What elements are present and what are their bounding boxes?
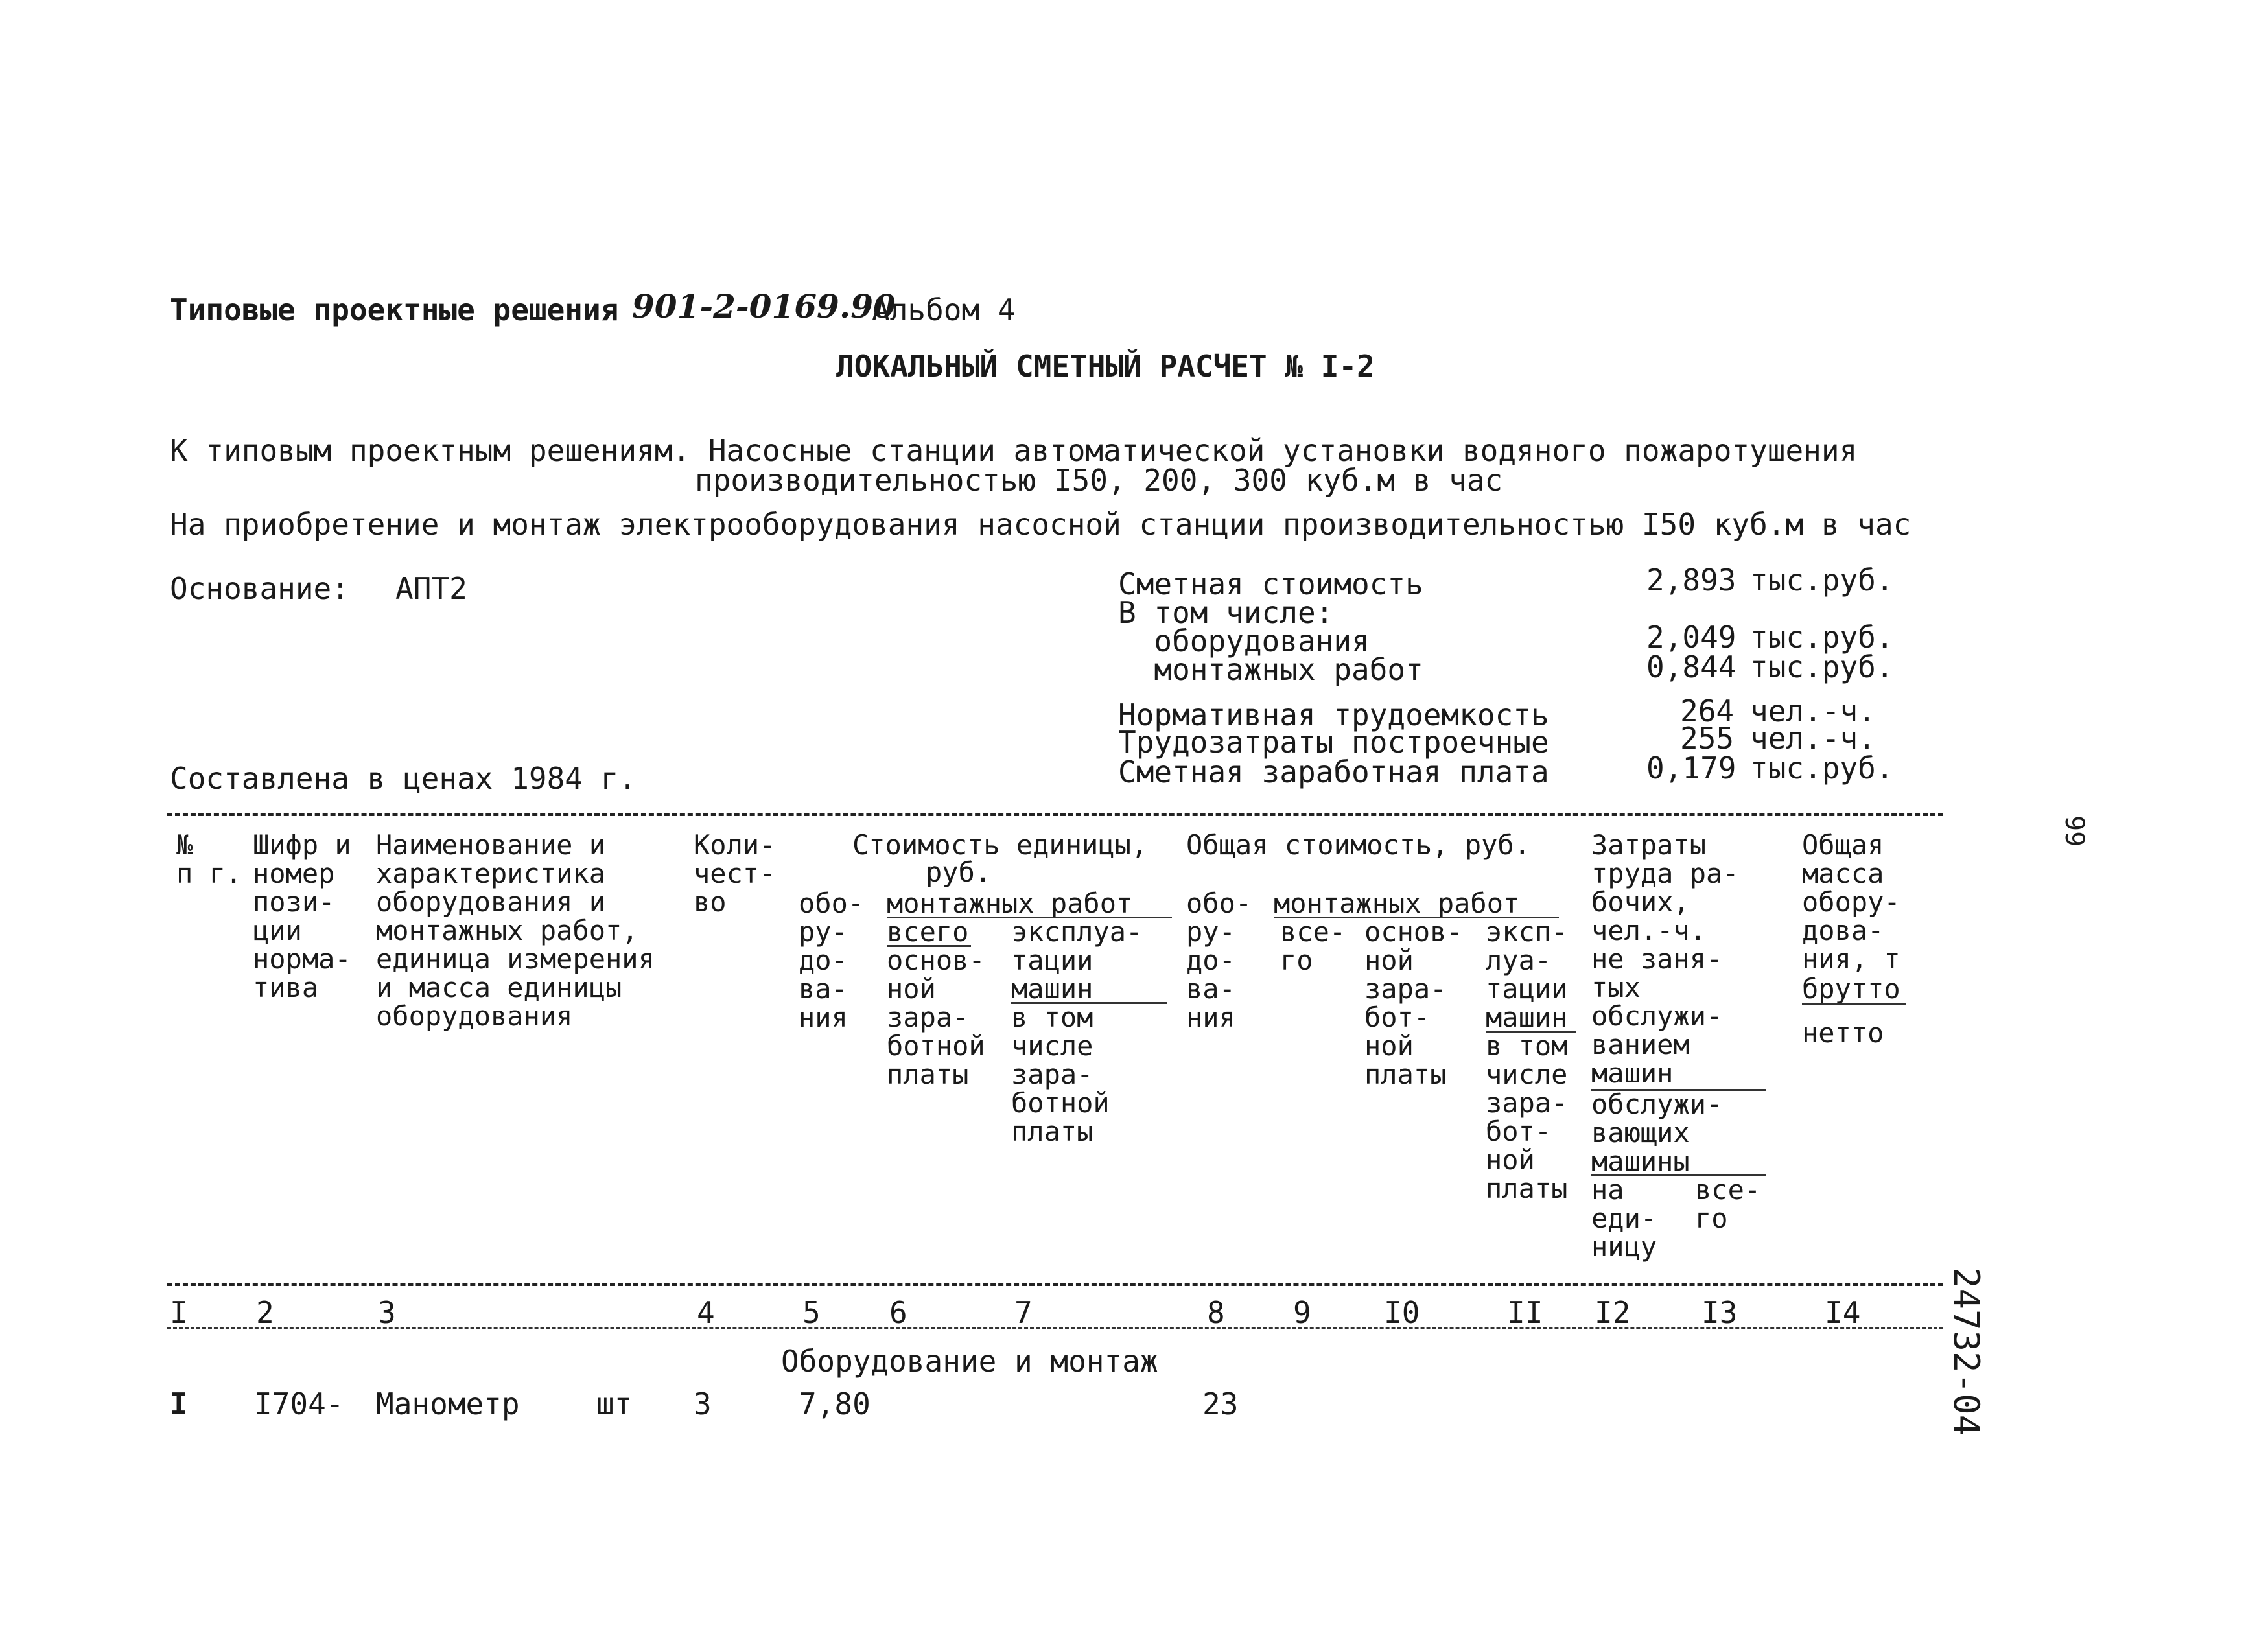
header-qty: Коли- чест- во xyxy=(694,829,776,918)
basis-label: Основание: xyxy=(170,571,349,606)
summary-unit: чел.-ч. xyxy=(1750,694,1876,729)
subject-line-2: производительностью I50, 200, 300 куб.м в час xyxy=(695,463,1503,498)
row-equip-unit-cost: 7,80 xyxy=(799,1386,871,1421)
section-title: Оборудование и монтаж xyxy=(781,1344,1158,1379)
summary-label: Сметная заработная плата xyxy=(1118,754,1549,789)
header-unit-12: на еди- ницу xyxy=(1591,1174,1657,1263)
summary-value: 255 xyxy=(1680,721,1735,756)
header-mass: Общая масса обору- дова- ния, т xyxy=(1802,829,1900,975)
header-net: нетто xyxy=(1802,1017,1884,1049)
summary-unit: тыс.руб. xyxy=(1750,751,1894,786)
column-number: I3 xyxy=(1701,1295,1738,1330)
table-top-rule xyxy=(167,813,1943,816)
summary-value: 0,844 xyxy=(1646,649,1736,684)
header-equip-8: обо- ру- до- ва- ния xyxy=(1186,887,1252,1033)
row-equip-total-cost: 23 xyxy=(1202,1386,1239,1421)
header-bottom-rule xyxy=(167,1283,1943,1286)
summary-unit: тыс.руб. xyxy=(1750,649,1894,684)
column-number: I xyxy=(170,1295,188,1330)
row-code: I704- xyxy=(254,1386,344,1421)
header-expl-11: эксп- луа- тации машин xyxy=(1486,916,1568,1033)
header-expl-7: эксплуа- тации машин xyxy=(1011,916,1143,1005)
row-unit: шт xyxy=(596,1386,633,1421)
summary-label: Нормативная трудоемкость xyxy=(1118,697,1549,732)
column-numbers-rule xyxy=(167,1327,1943,1329)
compiled-prices: Составлена в ценах 1984 г. xyxy=(170,761,637,796)
summary-value: 2,893 xyxy=(1646,563,1736,598)
column-number: I4 xyxy=(1825,1295,1861,1330)
summary-unit: чел.-ч. xyxy=(1750,721,1876,756)
column-number: I0 xyxy=(1384,1295,1420,1330)
header-name: Наименование и характеристика оборудования и монтажных работ, единица измерения и масса единицы оборудования xyxy=(376,829,655,1032)
subject-line-1: К типовым проектным решениям. Насосные станции автоматической установки водяного пожаротушения xyxy=(170,433,1858,468)
summary-unit: тыс.руб. xyxy=(1750,620,1894,655)
column-number: 7 xyxy=(1014,1295,1033,1330)
row-num: I xyxy=(170,1386,188,1421)
column-number: 9 xyxy=(1293,1295,1311,1330)
summary-value: 0,179 xyxy=(1646,751,1736,786)
header-basic-6: основ- ной зара- ботной платы xyxy=(887,944,985,1090)
underline xyxy=(1802,1003,1906,1005)
header-all-13: все- го xyxy=(1695,1174,1761,1234)
header-rub: руб. xyxy=(926,856,992,888)
header-mont-works-2: монтажных работ xyxy=(1274,887,1520,919)
header-total-9: все- го xyxy=(1280,916,1346,976)
column-number: 5 xyxy=(802,1295,821,1330)
summary-label: Трудозатраты построечные xyxy=(1118,725,1549,760)
subject-line-3: На приобретение и монтаж электрооборудования насосной станции производительностью I50 куб.м в час xyxy=(170,507,1911,542)
summary-value: 264 xyxy=(1680,694,1735,729)
column-number: 8 xyxy=(1207,1295,1225,1330)
header-unit-cost: Стоимость единицы, xyxy=(852,829,1148,861)
document-title: ЛОКАЛЬНЫЙ СМЕТНЫЙ РАСЧЕТ № I-2 xyxy=(836,349,1375,384)
summary-label: оборудования xyxy=(1118,624,1370,659)
column-number: II xyxy=(1507,1295,1543,1330)
inventory-number: 24732-04 xyxy=(1946,1267,1987,1436)
album-label: Альбом 4 xyxy=(872,292,1016,327)
column-number: I2 xyxy=(1595,1295,1631,1330)
page-number: 99 xyxy=(2059,815,2089,847)
header-basic-10: основ- ной зара- бот- ной платы xyxy=(1364,916,1463,1090)
header-serv: обслужи- вающих машины xyxy=(1591,1088,1723,1177)
column-number: 6 xyxy=(889,1295,907,1330)
header-num: № п г. xyxy=(176,829,242,889)
series-title: Типовые проектные решения xyxy=(170,292,619,327)
column-number: 3 xyxy=(378,1295,396,1330)
summary-label: В том числе: xyxy=(1118,595,1334,630)
header-total-6: всего xyxy=(887,916,969,948)
header-total-cost: Общая стоимость, руб. xyxy=(1186,829,1531,861)
project-code: 901-2-0169.90 xyxy=(632,287,896,325)
header-gross: брутто xyxy=(1802,973,1900,1005)
header-equip-5: обо- ру- до- ва- ния xyxy=(799,887,865,1033)
summary-label: Сметная стоимость xyxy=(1118,567,1423,602)
row-qty: 3 xyxy=(694,1386,712,1421)
header-labor: Затраты труда ра- бочих, чел.-ч. не заня- тых обслужи- ванием машин xyxy=(1591,829,1739,1089)
header-code: Шифр и номер пози- ции норма- тива xyxy=(253,829,351,1003)
header-mont-works: монтажных работ xyxy=(887,887,1133,919)
header-incl-11: в том числе зара- бот- ной платы xyxy=(1486,1030,1568,1204)
basis-value: АПТ2 xyxy=(395,571,467,606)
summary-unit: тыс.руб. xyxy=(1750,563,1894,598)
column-number: 4 xyxy=(697,1295,715,1330)
column-number: 2 xyxy=(256,1295,274,1330)
header-incl-7: в том числе зара- ботной платы xyxy=(1011,1001,1110,1147)
summary-label: монтажных работ xyxy=(1118,652,1423,687)
row-name: Манометр xyxy=(376,1386,520,1421)
summary-value: 2,049 xyxy=(1646,620,1736,655)
